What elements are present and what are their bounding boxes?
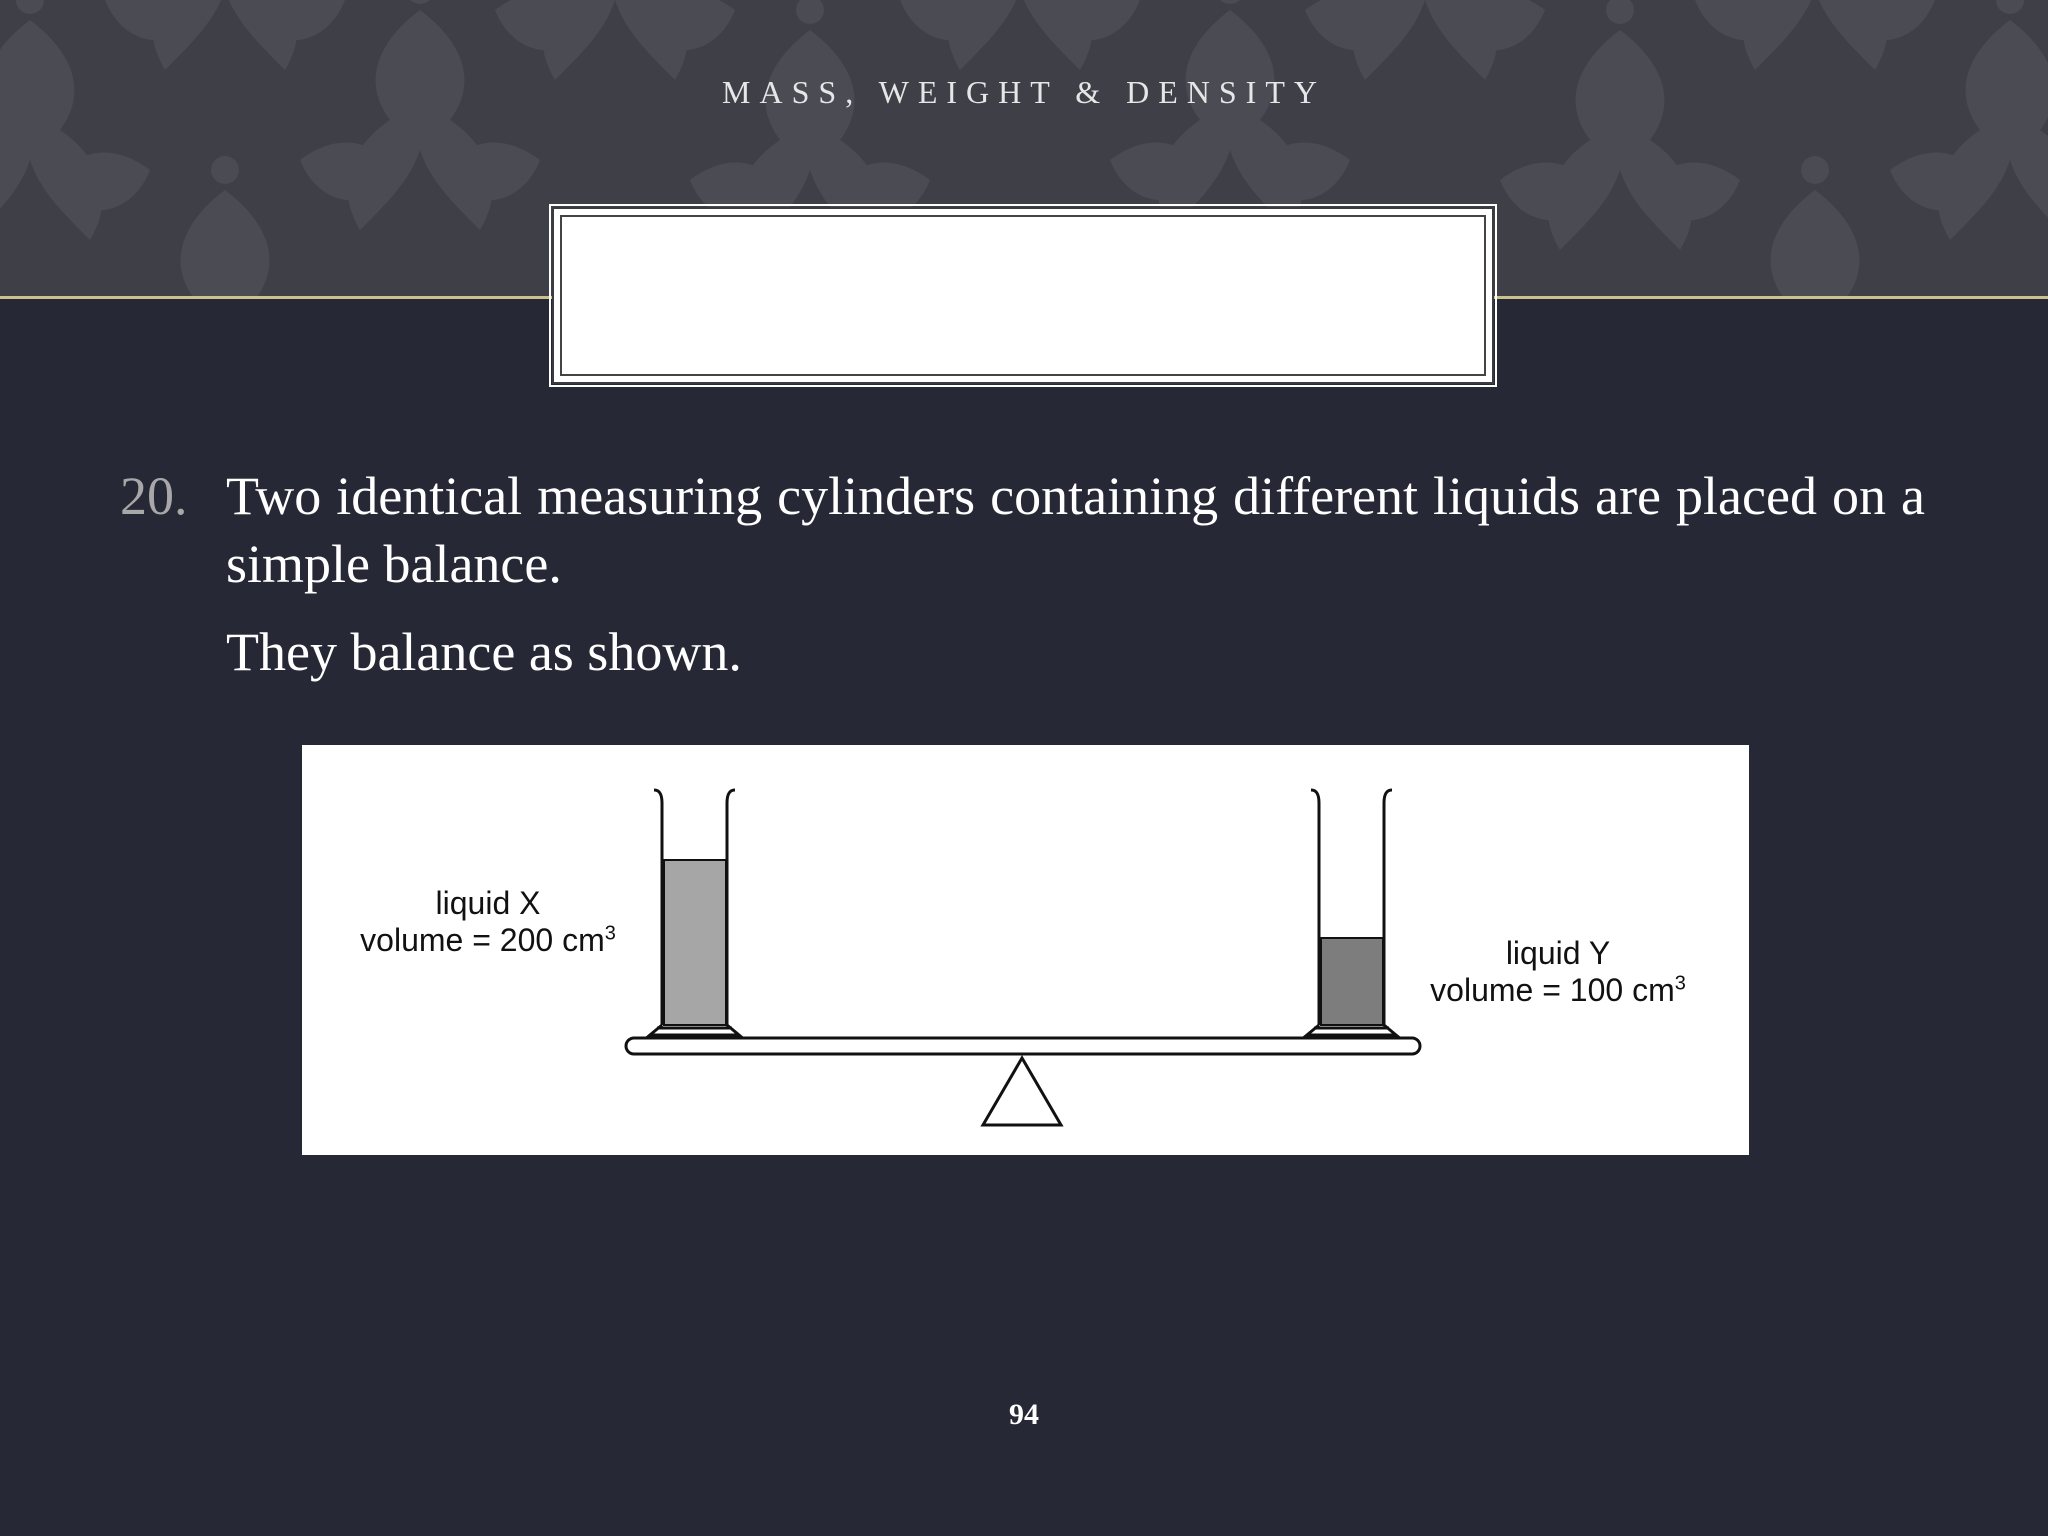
liquid-x-name: liquid X — [435, 885, 541, 921]
cylinder-x — [650, 790, 739, 1035]
slide-header-title: MASS, WEIGHT & DENSITY — [722, 74, 1326, 110]
liquid-y-unit-exponent: 3 — [1674, 972, 1686, 995]
liquid-x-fill — [664, 860, 726, 1025]
question-number: 20. — [120, 466, 188, 526]
balance-beam — [626, 1038, 1420, 1054]
liquid-y-name: liquid Y — [1505, 935, 1611, 971]
question-text: Two identical measuring cylinders containing different liquids are placed on a simple balance. — [226, 466, 1925, 594]
liquid-y-volume-line — [1408, 972, 1708, 1009]
cylinder-y — [1307, 790, 1396, 1035]
liquid-x-label — [338, 885, 638, 959]
fulcrum-triangle — [983, 1058, 1061, 1125]
liquid-y-fill — [1321, 938, 1383, 1025]
liquid-y-label — [1408, 935, 1708, 1009]
question-subtext: They balance as shown. — [226, 622, 742, 682]
liquid-x-unit-exponent: 3 — [604, 922, 616, 945]
liquid-y-volume: volume = 100 cm — [1430, 972, 1675, 1008]
page-number: 94 — [1009, 1398, 1039, 1431]
title-placeholder-box — [554, 209, 1492, 382]
balance-figure — [302, 745, 1749, 1155]
liquid-x-volume-line — [338, 922, 638, 959]
liquid-x-volume: volume = 200 cm — [360, 922, 605, 958]
title-box-inner-border — [560, 215, 1486, 376]
